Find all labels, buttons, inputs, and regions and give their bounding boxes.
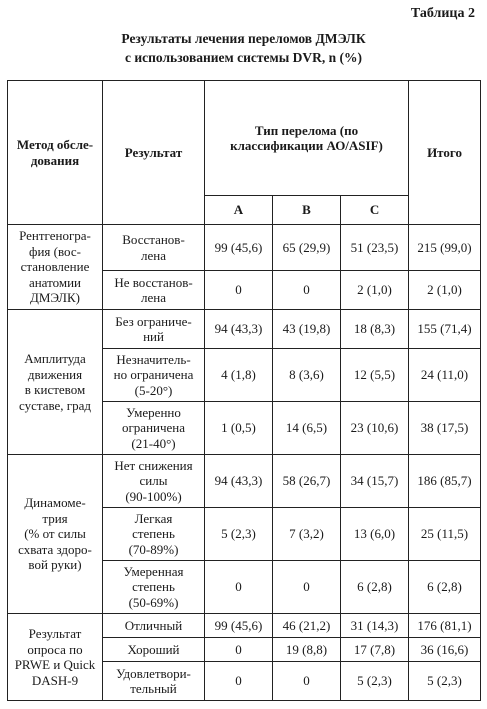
result-cell: Умеренно ограничена (21-40°): [103, 402, 205, 455]
type-c-cell: 6 (2,8): [341, 561, 409, 614]
type-a-cell: 94 (43,3): [205, 310, 273, 349]
table-row: [8, 310, 481, 349]
type-b-cell: 19 (8,8): [273, 638, 341, 662]
type-b-cell: 0: [273, 561, 341, 614]
type-a-cell: 0: [205, 271, 273, 310]
type-b-cell: 7 (3,2): [273, 508, 341, 561]
total-cell: 36 (16,6): [409, 638, 481, 662]
method-cell: Динамоме- трия (% от силы схвата здоро- вой руки): [8, 455, 103, 614]
type-a-cell: 0: [205, 561, 273, 614]
header-type-c: C: [341, 196, 409, 225]
result-cell: Удовлетвори- тельный: [103, 662, 205, 701]
type-c-cell: 23 (10,6): [341, 402, 409, 455]
table-body: [8, 225, 481, 701]
result-cell: Незначитель- но ограничена (5-20°): [103, 349, 205, 402]
type-b-cell: 14 (6,5): [273, 402, 341, 455]
type-b-cell: 65 (29,9): [273, 225, 341, 271]
total-cell: 6 (2,8): [409, 561, 481, 614]
header-result: Результат: [103, 81, 205, 225]
header-total: Итого: [409, 81, 481, 225]
result-cell: Нет снижения силы (90-100%): [103, 455, 205, 508]
total-cell: 2 (1,0): [409, 271, 481, 310]
total-cell: 24 (11,0): [409, 349, 481, 402]
type-c-cell: 51 (23,5): [341, 225, 409, 271]
method-cell: Результат опроса по PRWE и Quick DASH-9: [8, 614, 103, 701]
type-b-cell: 43 (19,8): [273, 310, 341, 349]
type-b-cell: 0: [273, 271, 341, 310]
type-c-cell: 5 (2,3): [341, 662, 409, 701]
table-row: [8, 614, 481, 638]
header-fracture-type: Тип перелома (по классификации АО/ASIF): [205, 81, 409, 196]
result-cell: Восстанов- лена: [103, 225, 205, 271]
total-cell: 25 (11,5): [409, 508, 481, 561]
type-c-cell: 18 (8,3): [341, 310, 409, 349]
result-cell: Отличный: [103, 614, 205, 638]
total-cell: 176 (81,1): [409, 614, 481, 638]
type-b-cell: 58 (26,7): [273, 455, 341, 508]
type-a-cell: 0: [205, 638, 273, 662]
type-c-cell: 13 (6,0): [341, 508, 409, 561]
type-c-cell: 34 (15,7): [341, 455, 409, 508]
type-b-cell: 46 (21,2): [273, 614, 341, 638]
type-a-cell: 94 (43,3): [205, 455, 273, 508]
table-title-line-1: Результаты лечения переломов ДМЭЛК: [121, 31, 366, 46]
type-a-cell: 99 (45,6): [205, 225, 273, 271]
type-c-cell: 2 (1,0): [341, 271, 409, 310]
type-c-cell: 31 (14,3): [341, 614, 409, 638]
type-a-cell: 0: [205, 662, 273, 701]
total-cell: 186 (85,7): [409, 455, 481, 508]
result-cell: Без ограниче- ний: [103, 310, 205, 349]
total-cell: 5 (2,3): [409, 662, 481, 701]
header-type-a: А: [205, 196, 273, 225]
total-cell: 155 (71,4): [409, 310, 481, 349]
type-c-cell: 17 (7,8): [341, 638, 409, 662]
table-caption: Таблица 2: [410, 6, 475, 21]
results-table: [7, 80, 481, 701]
table-title-line-2: с использованием системы DVR, n (%): [125, 50, 362, 65]
type-a-cell: 4 (1,8): [205, 349, 273, 402]
total-cell: 38 (17,5): [409, 402, 481, 455]
result-cell: Не восстанов- лена: [103, 271, 205, 310]
method-cell: Амплитуда движения в кистевом суставе, град: [8, 310, 103, 455]
type-b-cell: 8 (3,6): [273, 349, 341, 402]
type-a-cell: 99 (45,6): [205, 614, 273, 638]
result-cell: Хороший: [103, 638, 205, 662]
type-b-cell: 0: [273, 662, 341, 701]
result-cell: Умеренная степень (50-69%): [103, 561, 205, 614]
method-cell: Рентгеногра- фия (вос- становление анатомии ДМЭЛК): [8, 225, 103, 310]
type-a-cell: 5 (2,3): [205, 508, 273, 561]
result-cell: Легкая степень (70-89%): [103, 508, 205, 561]
total-cell: 215 (99,0): [409, 225, 481, 271]
type-a-cell: 1 (0,5): [205, 402, 273, 455]
header-method: Метод обсле- дования: [8, 81, 103, 225]
table-row: [8, 455, 481, 508]
type-c-cell: 12 (5,5): [341, 349, 409, 402]
table-row: [8, 225, 481, 271]
header-type-b: B: [273, 196, 341, 225]
